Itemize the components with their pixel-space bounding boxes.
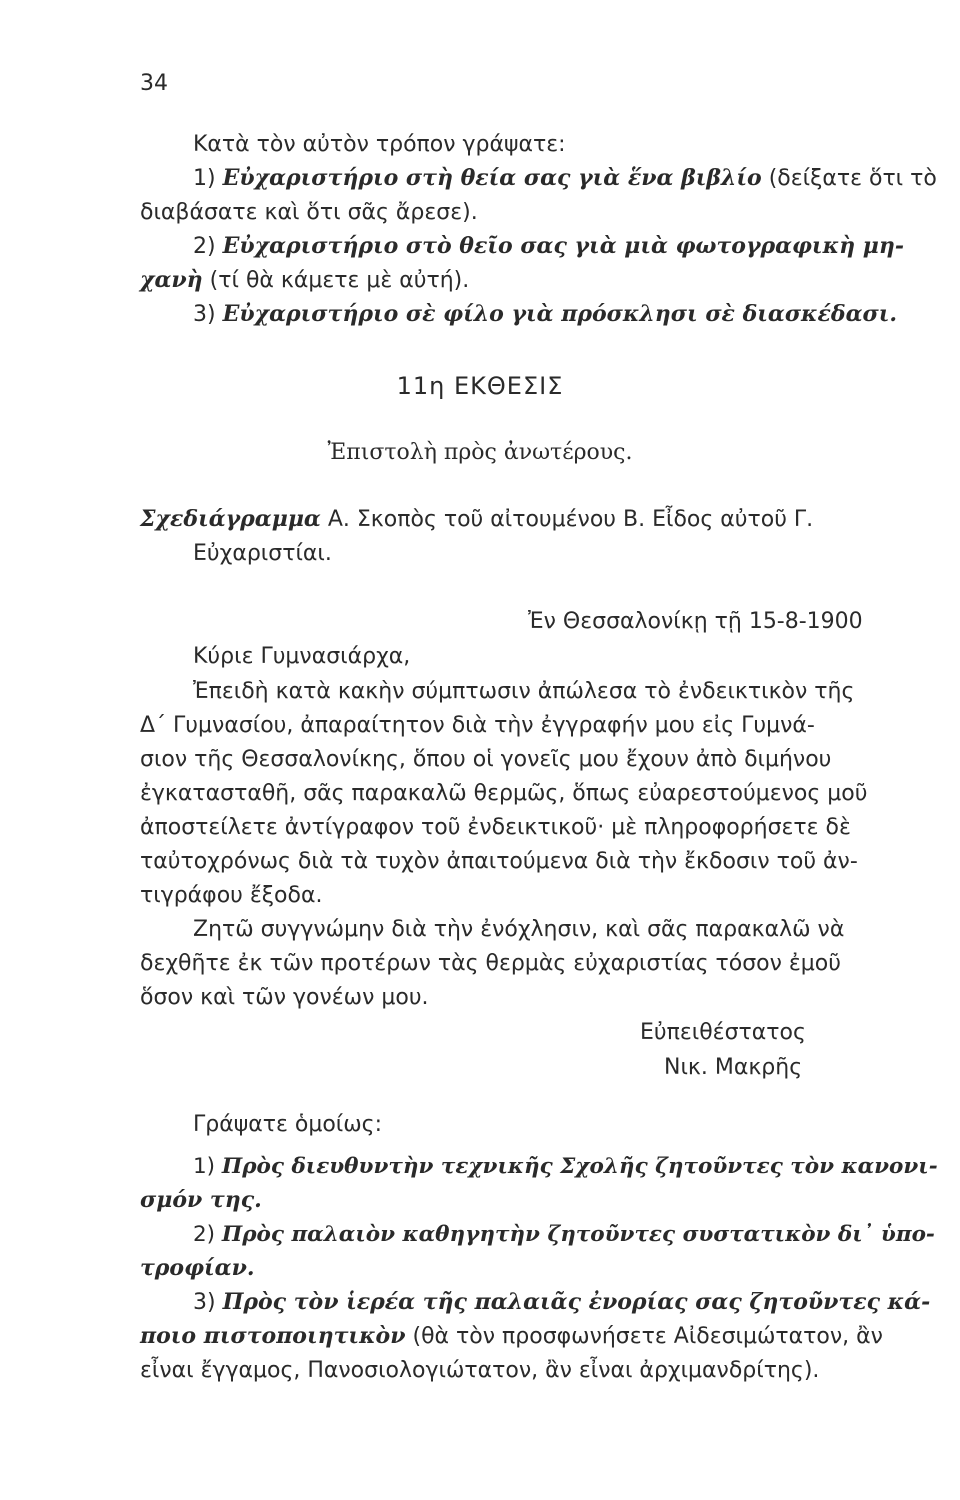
letter-line: σιον τῆς Θεσσαλονίκης, ὅπου οἱ γονεῖς μου ἔχουν ἀπὸ διμήνου	[140, 747, 832, 772]
section1-item1-cont: διαβάσατε καὶ ὅτι σᾶς ἄρεσε).	[140, 200, 478, 225]
letter-line: τιγράφου ἔξοδα.	[140, 883, 323, 908]
item-number: 1)	[193, 166, 216, 191]
item-number: 3)	[193, 302, 216, 327]
item-title-cont: τροφίαν.	[140, 1255, 255, 1281]
letter-date: Ἐν Θεσσαλονίκῃ τῇ 15-8-1900	[528, 609, 863, 634]
section1-intro: Κατὰ τὸν αὐτὸν τρόπον γράψατε:	[193, 132, 566, 157]
item-number: 1)	[193, 1154, 216, 1179]
item-title: Πρὸς διευθυντὴν τεχνικῆς Σχολῆς ζητοῦντες τὸν κανονι-	[221, 1154, 938, 1179]
letter-signature: Νικ. Μακρῆς	[664, 1055, 803, 1080]
section2-item2	[193, 1218, 935, 1251]
plan-label: Σχεδιάγραμμα	[140, 506, 321, 532]
item-title: Εὐχαριστήριο στὴ θεία σας γιὰ ἕνα βιβλίο	[222, 165, 762, 191]
letter-line: δεχθῆτε ἐκ τῶν προτέρων τὰς θερμὰς εὐχαριστίας τόσον ἐμοῦ	[140, 951, 841, 976]
item-title-cont: σμόν της.	[140, 1187, 262, 1213]
section1-item3	[193, 298, 897, 331]
section2-intro: Γράψατε ὁμοίως:	[193, 1112, 382, 1137]
letter-closing: Εὐπειθέστατος	[640, 1020, 806, 1045]
letter-line: Δ΄ Γυμνασίου, ἀπαραίτητον διὰ τὴν ἐγγραφήν μου εἰς Γυμνά-	[140, 713, 815, 738]
letter-line: Ἐπειδὴ κατὰ κακὴν σύμπτωσιν ἀπώλεσα τὸ ἐνδεικτικὸν τῆς	[193, 679, 855, 704]
item-note: (θὰ τὸν προσφωνήσετε Αἰδεσιμώτατον, ἂν	[412, 1324, 883, 1349]
letter-line: ταὐτοχρόνως διὰ τὰ τυχὸν ἀπαιτούμενα διὰ τὴν ἔκδοσιν τοῦ ἀν-	[140, 849, 858, 874]
letter-line: ἀποστείλετε ἀντίγραφον τοῦ ἐνδεικτικοῦ· μὲ πληροφορήσετε δὲ	[140, 815, 851, 840]
plan-line-2: Εὐχαριστίαι.	[193, 541, 332, 566]
item-note: (δείξατε ὅτι τὸ	[768, 166, 937, 191]
section1-item1	[193, 162, 937, 195]
section2-item1	[193, 1150, 938, 1183]
item-number: 2)	[193, 1222, 216, 1247]
essay-heading: 11η ΕΚΘΕΣΙΣ	[396, 372, 564, 400]
section2-item3	[193, 1286, 930, 1319]
item-number: 2)	[193, 234, 216, 259]
item-title: Πρὸς τὸν ἱερέα τῆς παλαιᾶς ἐνορίας σας ζητοῦντες κά-	[222, 1289, 931, 1315]
section2-item1-cont	[140, 1184, 262, 1217]
item-title-cont: χανὴ	[140, 267, 203, 293]
essay-subheading: Ἐπιστολὴ πρὸς ἀνωτέρους.	[327, 440, 633, 465]
letter-salutation: Κύριε Γυμνασιάρχα,	[193, 644, 411, 669]
item-title: Εὐχαριστήριο στὸ θεῖο σας γιὰ μιὰ φωτογραφικὴ μη-	[222, 233, 904, 259]
letter-line: ἐγκατασταθῆ, σᾶς παρακαλῶ θερμῶς, ὅπως εὐαρεστούμενος μοῦ	[140, 781, 868, 806]
item-title: Πρὸς παλαιὸν καθηγητὴν ζητοῦντες συστατικὸν δι᾿ ὑπο-	[221, 1222, 935, 1247]
section2-item3-cont2: εἶναι ἔγγαμος, Πανοσιολογιώτατον, ἂν εἶναι ἀρχιμανδρίτης).	[140, 1358, 820, 1383]
letter-line: Ζητῶ συγγνώμην διὰ τὴν ἐνόχλησιν, καὶ σᾶς παρακαλῶ νὰ	[193, 917, 845, 942]
item-note: (τί θὰ κάμετε μὲ αὐτή).	[209, 268, 470, 293]
section2-item2-cont	[140, 1252, 255, 1285]
item-title: Εὐχαριστήριο σὲ φίλο γιὰ πρόσκλησι σὲ διασκέδασι.	[222, 301, 898, 327]
section2-item3-cont	[140, 1320, 883, 1353]
item-title-cont: ποιο πιστοποιητικὸν	[140, 1323, 406, 1349]
section1-item2	[193, 230, 904, 263]
item-number: 3)	[193, 1290, 216, 1315]
page-number: 34	[140, 71, 168, 96]
section1-item2-cont	[140, 264, 469, 297]
plan-line-1	[140, 503, 813, 536]
plan-text: Α. Σκοπὸς τοῦ αἰτουμένου Β. Εἶδος αὐτοῦ Γ.	[327, 507, 814, 532]
letter-line: ὅσον καὶ τῶν γονέων μου.	[140, 985, 429, 1010]
